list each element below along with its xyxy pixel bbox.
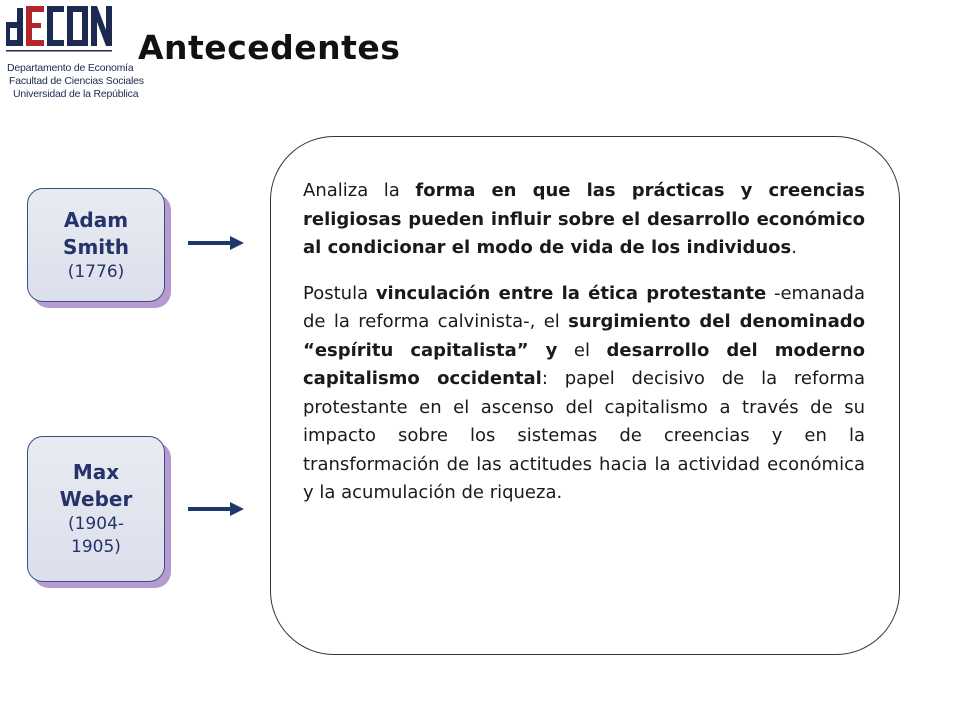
paragraph-text: . (791, 237, 797, 258)
author-year-line2: 1905) (71, 537, 121, 557)
paragraph-emphasis: vinculación entre la ética protestante (375, 282, 767, 304)
paragraph-text: el (557, 339, 607, 361)
decon-logo (4, 2, 144, 108)
right-arrow-icon (186, 499, 246, 519)
paragraph-smith (303, 177, 865, 263)
paragraph-weber (303, 280, 865, 508)
author-box-adam-smith (27, 188, 165, 302)
author-name-line1: Max (72, 460, 120, 484)
logo-university-line: Universidad de la República (13, 88, 139, 100)
paragraph-text: Postula (303, 282, 376, 304)
paragraph-text: : papel decisivo de la reforma protestante en el ascenso del capitalismo a través de su impacto sobre los sistemas de creencias y en la transformación de las actitudes hacia la actividad económica y la acumulación de riqueza. (303, 368, 865, 503)
logo-department-line: Departamento de Economía (7, 62, 134, 74)
page-title: Antecedentes (138, 28, 401, 67)
author-year-line1: (1904- (67, 514, 125, 534)
content-card (270, 136, 900, 655)
decon-wordmark-logo (4, 2, 114, 58)
author-box-max-weber (27, 436, 165, 582)
paragraph-emphasis: desarrollo del moderno capitalismo occidental (303, 339, 865, 389)
author-name-line2: Weber (59, 487, 133, 511)
right-arrow-icon (186, 233, 246, 253)
paragraph-text: Analiza la (303, 180, 416, 201)
paragraph-text: -emanada de la reforma calvinista-, el (303, 282, 866, 332)
paragraph-emphasis: forma en que las prácticas y creencias religiosas pueden influir sobre el desarrollo económico al condicionar el modo de vida de los individuos (303, 180, 865, 258)
author-name-line2: Smith (63, 234, 129, 259)
author-year: (1776) (67, 261, 125, 282)
paragraph-emphasis: surgimiento del denominado “espíritu capitalista” y (303, 311, 865, 361)
author-name-line1: Adam (63, 207, 129, 232)
logo-faculty-line: Facultad de Ciencias Sociales (9, 75, 144, 87)
